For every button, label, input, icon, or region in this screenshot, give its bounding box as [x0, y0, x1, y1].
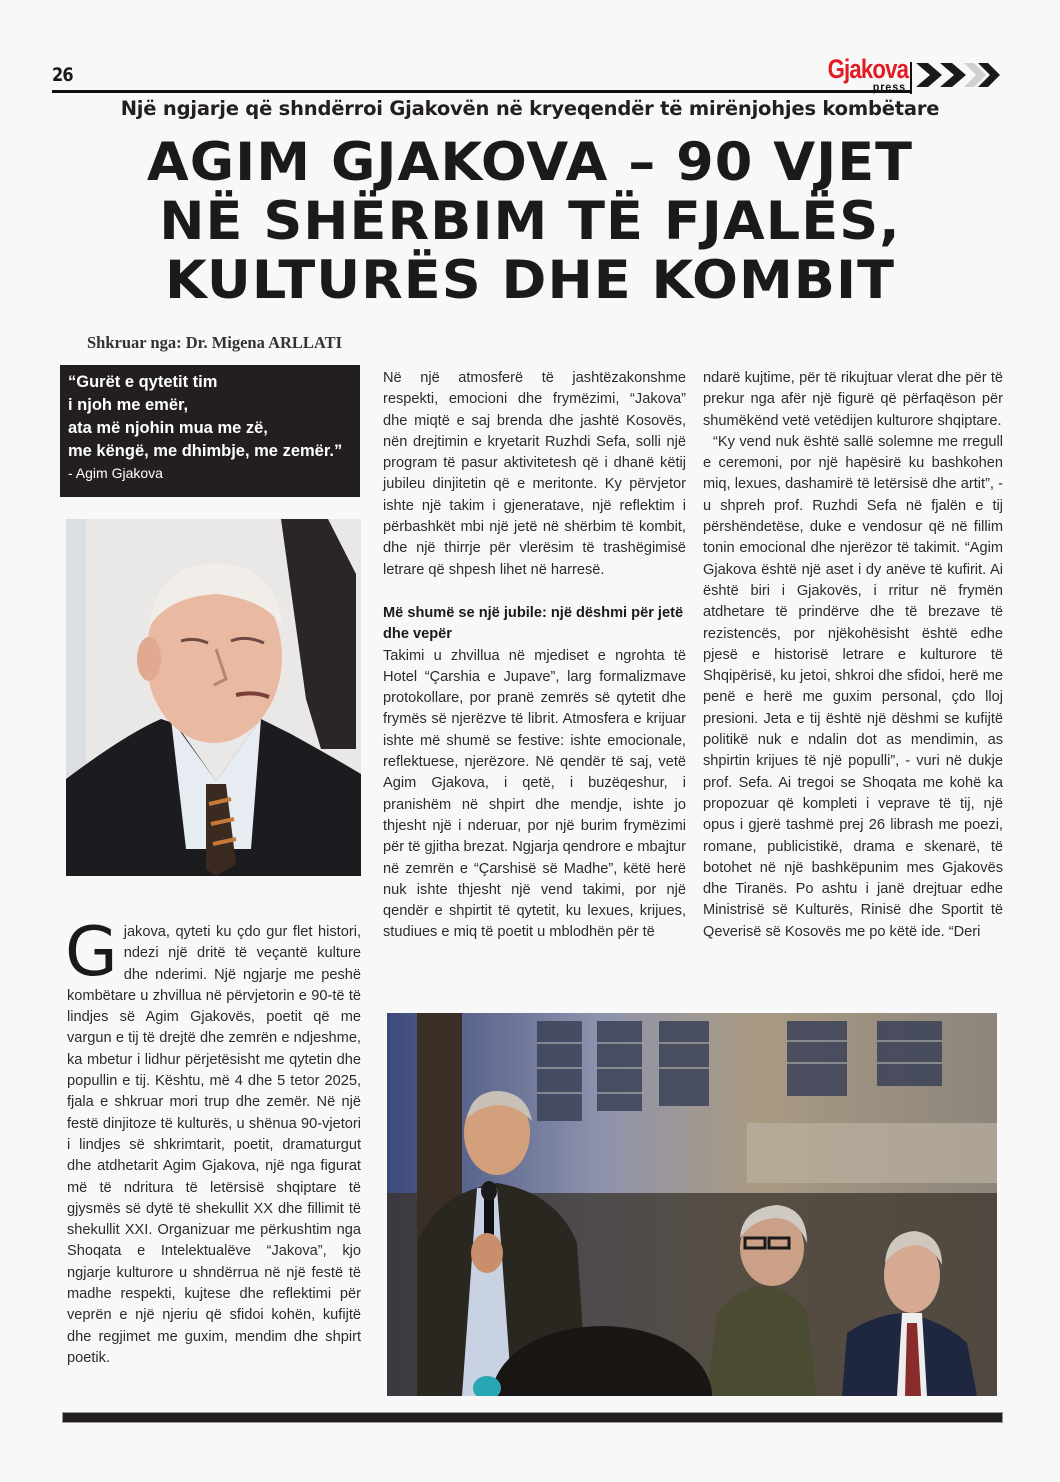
byline: Shkruar nga: Dr. Migena ARLLATI	[87, 333, 343, 352]
brand-name: Gjakova	[827, 54, 908, 84]
headline-line-1: AGIM GJAKOVA – 90 VJET	[146, 132, 914, 193]
triple-chevron-right-icon	[914, 60, 1000, 90]
portrait-photo	[66, 519, 361, 876]
quote-author: - Agim Gjakova	[68, 465, 163, 481]
event-photo-art	[387, 1013, 997, 1396]
brand-divider	[910, 62, 912, 94]
chevron-1	[916, 63, 942, 87]
drop-cap: G	[65, 913, 118, 992]
paragraph: “Ky vend nuk është sallë solemne me rregull e ceremoni, por një hapësirë ku bashkohen miq, lexues, dashamirë të letërsisë dhe artit”, - u shpreh prof. Ruzhdi Sefa në fjalën e tij përshëndetëse, duke e vendosur që në fillim tonin emocional dhe njerëzor të takimit. “Agim Gjakova është një aset i dy anëve të kufirit. Ai është biri i Gjakovës, i rritur në frymën atdhetare të prindërve dhe të brezave të rezistencës, por njëkohësisht është edhe pjesë e historisë letrare e kulturore të Shqipërisë, ku jetoi, shkroi dhe sfidoi, herë me penë e herë me guxim personal, çdo lloj presioni. Jeta e tij është një dëshmi se kufijtë politikë nuk e ndalin dot as mendimin, as shpirtin krijues të një populli”, - vuri në dukje prof. Sefa. Ai tregoi se Shoqata me kohë ka propozuar që kompleti i veprave të tij, një opus i gjerë tashmë prej 26 librash me poezi, romane, publicistikë, drama e skenarë, të botohet në një bashkëpunim mes Gjakovës dhe Tiranës. Po ashtu i janë drejtuar edhe Ministrisë së Kulturës, Rinisë dhe Sportit të Qeverisë së Kosovës me po këtë ide. “Deri	[703, 433, 1003, 940]
pull-quote	[60, 365, 360, 497]
headline-line-2: NË SHËRBIM TË FJALËS,	[159, 191, 901, 252]
article-column-2	[383, 368, 686, 944]
paragraph: ndarë kujtime, për të rikujtuar vlerat dhe për të prekur nga afër një figurë që përfaqëson për shumëkënd vetë vetëdijen kulturore shqiptare.	[703, 370, 1003, 429]
quote-line: me këngë, me dhimbje, me zemër.”	[68, 442, 343, 460]
footer-rule	[62, 1412, 1003, 1423]
article-headline	[0, 133, 1060, 310]
page-number: 26	[52, 64, 73, 86]
quote-line: “Gurët e qytetit tim	[68, 373, 218, 391]
brand-logo[interactable]	[812, 54, 912, 94]
header-rule	[52, 90, 912, 93]
section-subheading: Më shumë se një jubile: një dëshmi për jetë dhe vepër	[383, 604, 684, 643]
headline-line-3: KULTURËS DHE KOMBIT	[164, 250, 896, 311]
article-column-1	[65, 913, 361, 1369]
paragraph: jakova, qyteti ku çdo gur flet histori, ndezi një dritë të veçantë kulture dhe nderimi. Një ngjarje me peshë kombëtare u zhvillua në përvjetorin e 90-të të lindjes së Agim Gjakovës, poetit që me vargun e tij të drejtë dhe zemrën e ndjeshme, ka mbetur i lidhur përjetësisht me qytetin dhe popullin e tij. Kështu, më 4 dhe 5 tetor 2025, fjala e shkruar mori trup dhe zemër. Në një festë dinjitoze të kulturës, u shënua 90-vjetori i lindjes së shkrimtarit, poetit, dramaturgut dhe atdhetarit Agim Gjakova, një nga figurat më të ndritura të letërsisë shqiptare të gjysmës së dytë të shekullit XX dhe fillimit të shekullit XXI. Organizuar me përkushtim nga Shoqata e Intelektualëve “Jakova”, kjo ngjarje kulturore u shndërrua në një festë të madhe respekti, kujtese dhe reflektimi për veprën e një njeriu që sfidoi kohën, kufijtë dhe regjimet me guxim, mendim dhe shpirt poetik.	[67, 924, 361, 1366]
portrait-photo-art	[66, 519, 361, 876]
article-column-3	[703, 368, 1003, 943]
quote-line: ata më njohin mua me zë,	[68, 419, 268, 437]
chevron-2	[940, 63, 966, 87]
quote-line: i njoh me emër,	[68, 396, 189, 414]
article-kicker: Një ngjarje që shndërroi Gjakovën në kryeqendër të mirënjohjes kombëtare	[120, 97, 940, 120]
brand-sub: press	[872, 80, 906, 94]
paragraph: Takimi u zhvillua në mjediset e ngrohta të Hotel “Çarshia e Jupave”, larg formalizmave protokollare, por pranë zemrës së qytetit dhe frymës së njerëzve të librit. Atmosfera e krijuar ishte më shumë se festive: ishte emocionale, reflektuese, njerëzore. Në qendër të saj, vetë Agim Gjakova, i qetë, i buzëqeshur, i pranishëm në shpirt dhe mendje, ishte jo thjesht një i nderuar, por një burim frymëzimi për të gjitha brezat. Ngjarja qendrore e mbajtur në zemrën e “Çarshisë së Madhe”, këtë herë nuk ishte thjesht një vend takimi, por një qendër e shpirtit të qytetit, ku lexues, krijues, studiues e miq të poetit u mblodhën për të	[383, 647, 686, 941]
event-photo	[387, 1013, 997, 1396]
paragraph: Në një atmosferë të jashtëzakonshme respekti, emocioni dhe frymëzimi, “Jakova” dhe miqtë e saj brenda dhe jashtë Kosovës, nën drejtimin e kryetarit Ruzhdi Sefa, solli një program të pasur aktivitetesh që i dhanë këtij jubileu dinjitetin që e meritonte. Ky përvjetor ishte një takim i gjeneratave, një reflektim i përbashkët mbi një jetë në shërbim të kombit, dhe një thirrje për vlerësim të trashëgimisë letrare që shpesh lihet në harresë.	[383, 370, 686, 578]
